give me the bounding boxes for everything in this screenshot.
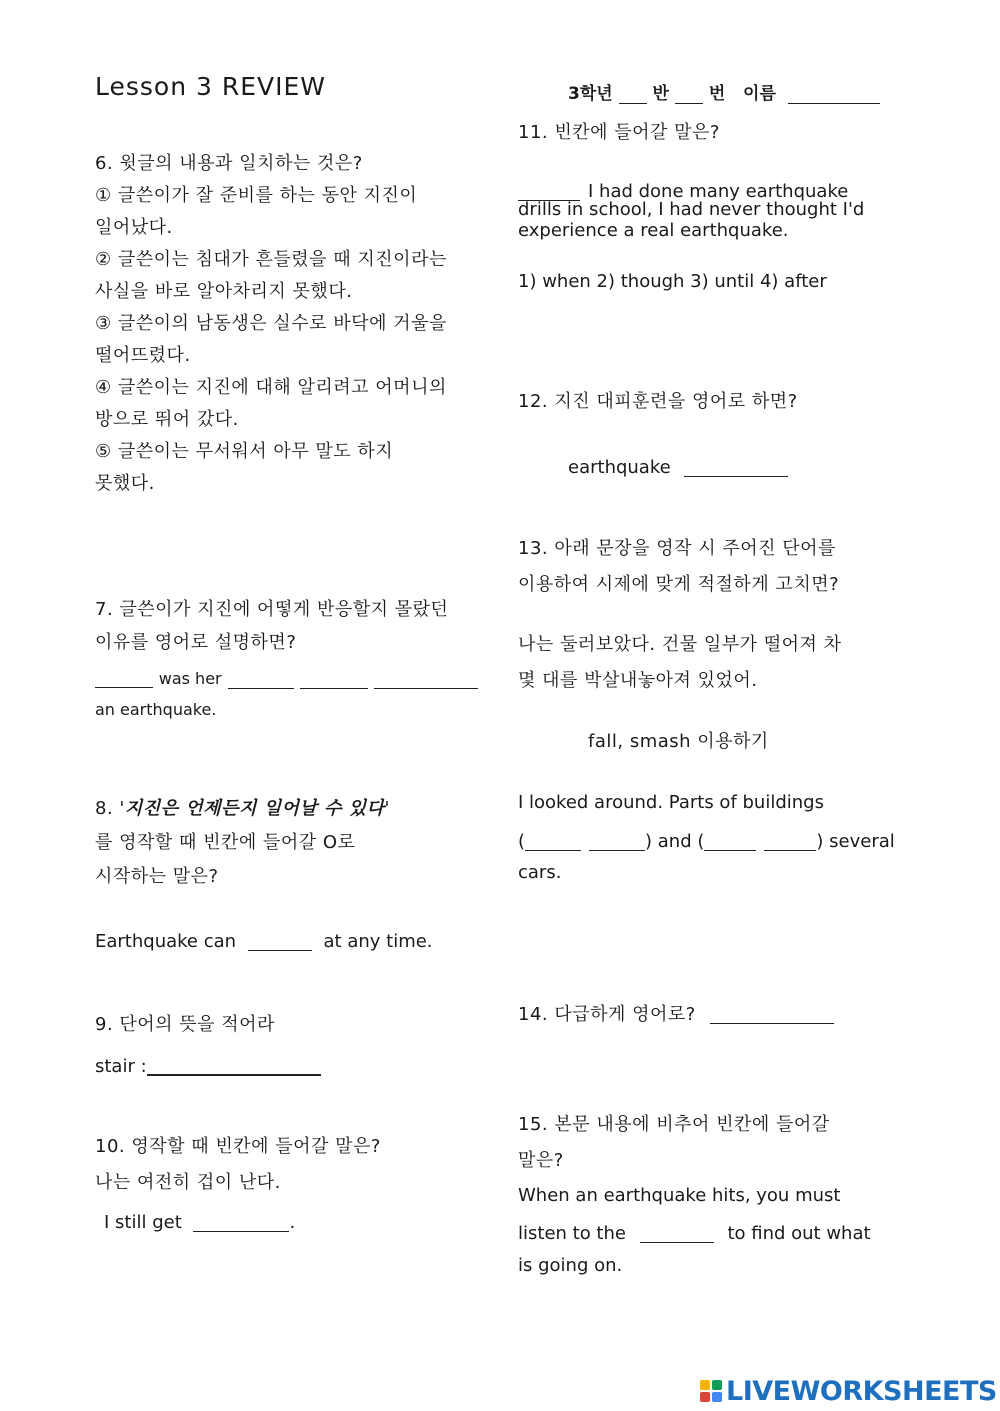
page-title: Lesson 3 REVIEW xyxy=(95,72,327,101)
q13-blank-4[interactable] xyxy=(764,830,816,851)
q11-question: 11. 빈칸에 들어갈 말은? xyxy=(518,122,720,143)
q7-blank-1[interactable] xyxy=(95,667,153,688)
q8-question-line3: 시작하는 말은? xyxy=(95,866,219,887)
q11-line2: drills in school, I had never thought I'd xyxy=(518,199,865,220)
q12-blank[interactable] xyxy=(684,456,788,477)
q8-question-line2: 를 영작할 때 빈칸에 들어갈 O로 xyxy=(95,832,356,853)
q8-sentence-start: Earthquake can xyxy=(95,931,237,952)
liveworksheets-mark-icon xyxy=(700,1376,724,1406)
q13-and-text: ) and ( xyxy=(645,831,705,852)
q7-end-text: an earthquake. xyxy=(95,700,217,719)
q13-blank-1[interactable] xyxy=(525,830,581,851)
q15-question: 15. 본문 내용에 비추어 빈칸에 들어갈 xyxy=(518,1114,830,1135)
brand-name: LIVEWORKSHEETS xyxy=(726,1375,997,1407)
q8-sentence-end: at any time. xyxy=(323,931,433,952)
logo-square xyxy=(712,1392,722,1402)
q11-options: 1) when 2) though 3) until 4) after xyxy=(518,271,827,292)
q12-question: 12. 지진 대피훈련을 영어로 하면? xyxy=(518,391,798,412)
q15-question: 말은? xyxy=(518,1150,564,1171)
q13-en-line1: I looked around. Parts of buildings xyxy=(518,792,824,813)
q10-korean: 나는 여전히 겁이 난다. xyxy=(95,1172,281,1193)
q8-emphasis: 지진은 언제든지 일어날 수 있다 xyxy=(124,798,385,819)
class-label: 반 xyxy=(652,84,669,104)
q13-question: 이용하여 시제에 맞게 적절하게 고치면? xyxy=(518,574,840,595)
q13-korean: 몇 대를 박살내놓아져 있었어. xyxy=(518,670,758,691)
number-field[interactable] xyxy=(675,85,703,104)
q13-en-line2 xyxy=(518,830,895,851)
q15-line2 xyxy=(518,1222,871,1243)
q13-en-line3: cars. xyxy=(518,862,562,883)
q7-question: 이유를 영어로 설명하면? xyxy=(95,632,297,653)
q6-line: ④ 글쓴이는 지진에 대해 알리려고 어머니의 xyxy=(95,377,447,398)
q7-answer-line xyxy=(95,667,222,688)
q6-line: 사실을 바로 알아차리지 못했다. xyxy=(95,281,353,302)
q12-answer-line xyxy=(568,456,788,477)
q7-question: 7. 글쓴이가 지진에 어떻게 반응할지 몰랐던 xyxy=(95,599,449,620)
q8-suffix: ' xyxy=(384,798,390,819)
liveworksheets-logo xyxy=(700,1374,997,1408)
q8-blank[interactable] xyxy=(248,930,312,951)
q8-question-line1 xyxy=(95,800,390,818)
q6-question: 6. 윗글의 내용과 일치하는 것은? xyxy=(95,153,363,174)
q10-sentence-end: . xyxy=(289,1212,296,1233)
q14-blank[interactable] xyxy=(710,1003,834,1024)
q10-blank[interactable] xyxy=(193,1211,289,1232)
q9-blank[interactable] xyxy=(147,1054,321,1076)
class-field[interactable] xyxy=(619,85,647,104)
q13-end-text: ) several xyxy=(816,831,895,852)
q6-line: 방으로 뛰어 갔다. xyxy=(95,409,239,430)
q6-line: ② 글쓴이는 침대가 흔들렸을 때 지진이라는 xyxy=(95,249,447,270)
q12-answer-prefix: earthquake xyxy=(568,457,671,478)
number-label: 번 xyxy=(708,84,726,104)
grade-label: 3학년 xyxy=(568,84,613,104)
q14-question: 14. 다급하게 영어로? xyxy=(518,1004,696,1025)
q6-line: ③ 글쓴이의 남동생은 실수로 바닥에 거울을 xyxy=(95,313,447,334)
q15-blank[interactable] xyxy=(640,1222,714,1243)
q8-sentence xyxy=(95,930,433,951)
q10-sentence-start: I still get xyxy=(104,1212,182,1233)
q6-line: 떨어뜨렸다. xyxy=(95,345,191,366)
q6-line: ① 글쓴이가 잘 준비를 하는 동안 지진이 xyxy=(95,185,418,206)
q6-line: ⑤ 글쓴이는 무서워서 아무 말도 하지 xyxy=(95,441,394,462)
q14-question-line xyxy=(518,1003,834,1024)
q9-question: 9. 단어의 뜻을 적어라 xyxy=(95,1014,275,1035)
q9-word: stair : xyxy=(95,1056,147,1077)
q13-open-paren: ( xyxy=(518,831,526,852)
q10-sentence xyxy=(104,1211,295,1232)
q6-line: 일어났다. xyxy=(95,217,173,238)
q15-line3: is going on. xyxy=(518,1255,623,1276)
name-label: 이름 xyxy=(743,84,776,104)
q7-blank-3[interactable] xyxy=(300,667,368,689)
q13-hint: fall, smash 이용하기 xyxy=(588,731,769,752)
q11-line1-text: I had done many earthquake xyxy=(588,181,849,202)
q6-line: 못했다. xyxy=(95,473,155,494)
q13-korean: 나는 둘러보았다. 건물 일부가 떨어져 차 xyxy=(518,634,842,655)
q11-line3: experience a real earthquake. xyxy=(518,220,789,241)
logo-square xyxy=(700,1392,710,1402)
logo-square xyxy=(712,1380,722,1390)
q7-blank-4[interactable] xyxy=(374,667,478,689)
student-info-header xyxy=(568,79,880,104)
q13-blank-3[interactable] xyxy=(704,830,756,851)
q15-line2-start: listen to the xyxy=(518,1223,626,1244)
q8-prefix: 8. ' xyxy=(95,798,125,819)
q11-line1 xyxy=(518,180,848,201)
q13-blank-2[interactable] xyxy=(589,830,645,851)
q13-question: 13. 아래 문장을 영작 시 주어진 단어를 xyxy=(518,538,836,559)
q15-line2-end: to find out what xyxy=(727,1223,871,1244)
q9-answer-line xyxy=(95,1054,321,1076)
q11-blank[interactable] xyxy=(518,180,580,201)
q15-line1: When an earthquake hits, you must xyxy=(518,1185,841,1206)
q10-question: 10. 영작할 때 빈칸에 들어갈 말은? xyxy=(95,1136,381,1157)
name-field[interactable] xyxy=(788,85,880,104)
q7-mid-text: was her xyxy=(158,669,222,688)
q7-blank-2[interactable] xyxy=(228,667,294,689)
logo-square xyxy=(700,1380,710,1390)
